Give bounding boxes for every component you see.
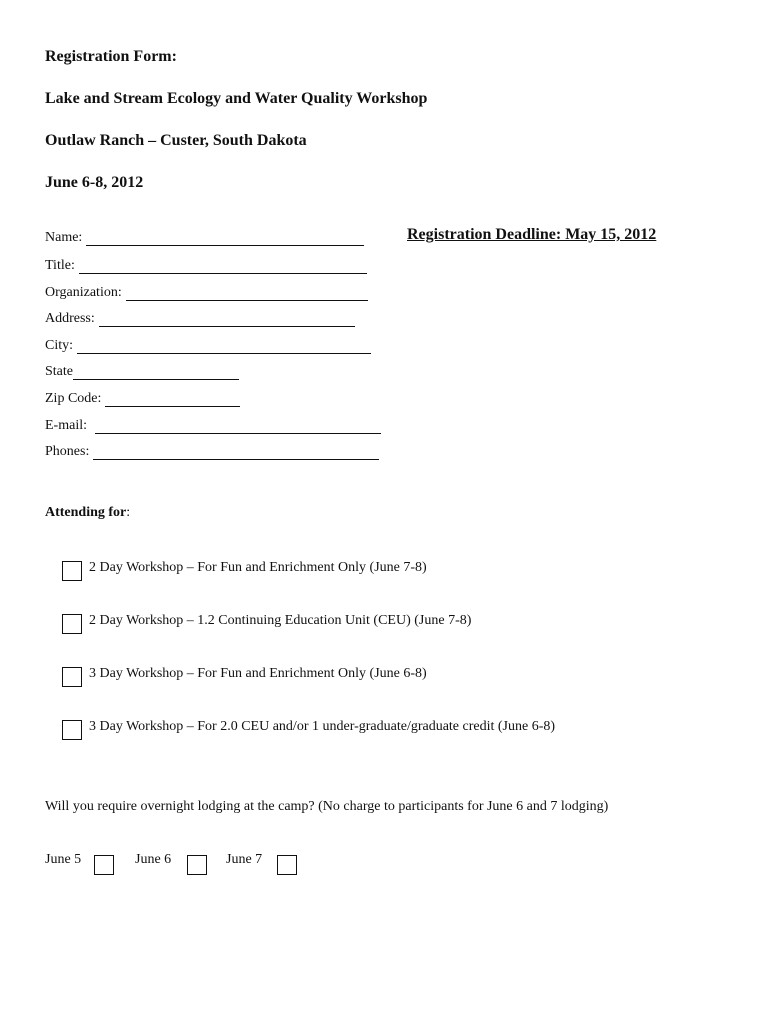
phones-field xyxy=(45,442,379,460)
email-input-line[interactable] xyxy=(95,420,381,434)
form-title: Registration Form: xyxy=(45,48,177,65)
lodging-june-6-checkbox[interactable] xyxy=(187,855,207,875)
name-input-line[interactable] xyxy=(86,232,364,246)
attending-option-2[interactable] xyxy=(62,613,471,634)
name-label: Name: xyxy=(45,230,83,245)
address-input-line[interactable] xyxy=(99,313,355,327)
attending-heading xyxy=(45,505,130,521)
phones-input-line[interactable] xyxy=(93,446,379,460)
phones-label: Phones: xyxy=(45,444,90,459)
option-3-label: 3 Day Workshop – For Fun and Enrichment Only (June 6-8) xyxy=(89,666,427,681)
option-4-checkbox[interactable] xyxy=(62,720,82,740)
address-label: Address: xyxy=(45,311,95,326)
lodging-june-5-checkbox[interactable] xyxy=(94,855,114,875)
lodging-june-7-checkbox[interactable] xyxy=(277,855,297,875)
city-field xyxy=(45,336,371,354)
workshop-location: Outlaw Ranch – Custer, South Dakota xyxy=(45,132,307,149)
state-input-line[interactable] xyxy=(73,366,239,380)
workshop-title: Lake and Stream Ecology and Water Quality Workshop xyxy=(45,90,428,107)
lodging-question: Will you require overnight lodging at the camp? (No charge to participants for June 6 and 7 lodging) xyxy=(45,799,609,814)
attending-option-4[interactable] xyxy=(62,719,555,740)
organization-input-line[interactable] xyxy=(126,287,368,301)
email-field xyxy=(45,416,381,434)
lodging-june-5-label: June 5 xyxy=(45,852,82,867)
title-label: Title: xyxy=(45,258,75,273)
address-field xyxy=(45,309,355,327)
option-1-checkbox[interactable] xyxy=(62,561,82,581)
organization-label: Organization: xyxy=(45,285,122,300)
attending-option-3[interactable] xyxy=(62,666,427,687)
state-field xyxy=(45,362,239,380)
title-input-line[interactable] xyxy=(79,260,367,274)
zip-field xyxy=(45,389,240,407)
organization-field xyxy=(45,283,368,301)
option-2-checkbox[interactable] xyxy=(62,614,82,634)
option-2-label: 2 Day Workshop – 1.2 Continuing Education Unit (CEU) (June 7-8) xyxy=(89,613,472,628)
title-field xyxy=(45,256,367,274)
state-label: State xyxy=(45,364,73,379)
attending-colon: : xyxy=(126,505,131,520)
option-1-label: 2 Day Workshop – For Fun and Enrichment Only (June 7-8) xyxy=(89,560,427,575)
zip-label: Zip Code: xyxy=(45,391,102,406)
email-label: E-mail: xyxy=(45,418,87,433)
city-input-line[interactable] xyxy=(77,340,371,354)
option-3-checkbox[interactable] xyxy=(62,667,82,687)
workshop-dates: June 6-8, 2012 xyxy=(45,174,144,191)
lodging-june-6-label: June 6 xyxy=(135,852,172,867)
attending-label: Attending for xyxy=(45,505,127,520)
attending-option-1[interactable] xyxy=(62,560,427,581)
city-label: City: xyxy=(45,338,74,353)
registration-deadline: Registration Deadline: May 15, 2012 xyxy=(407,226,657,243)
lodging-june-7-label: June 7 xyxy=(226,852,263,867)
zip-input-line[interactable] xyxy=(105,393,240,407)
name-field xyxy=(45,228,364,246)
option-4-label: 3 Day Workshop – For 2.0 CEU and/or 1 under-graduate/graduate credit (June 6-8) xyxy=(89,719,556,734)
